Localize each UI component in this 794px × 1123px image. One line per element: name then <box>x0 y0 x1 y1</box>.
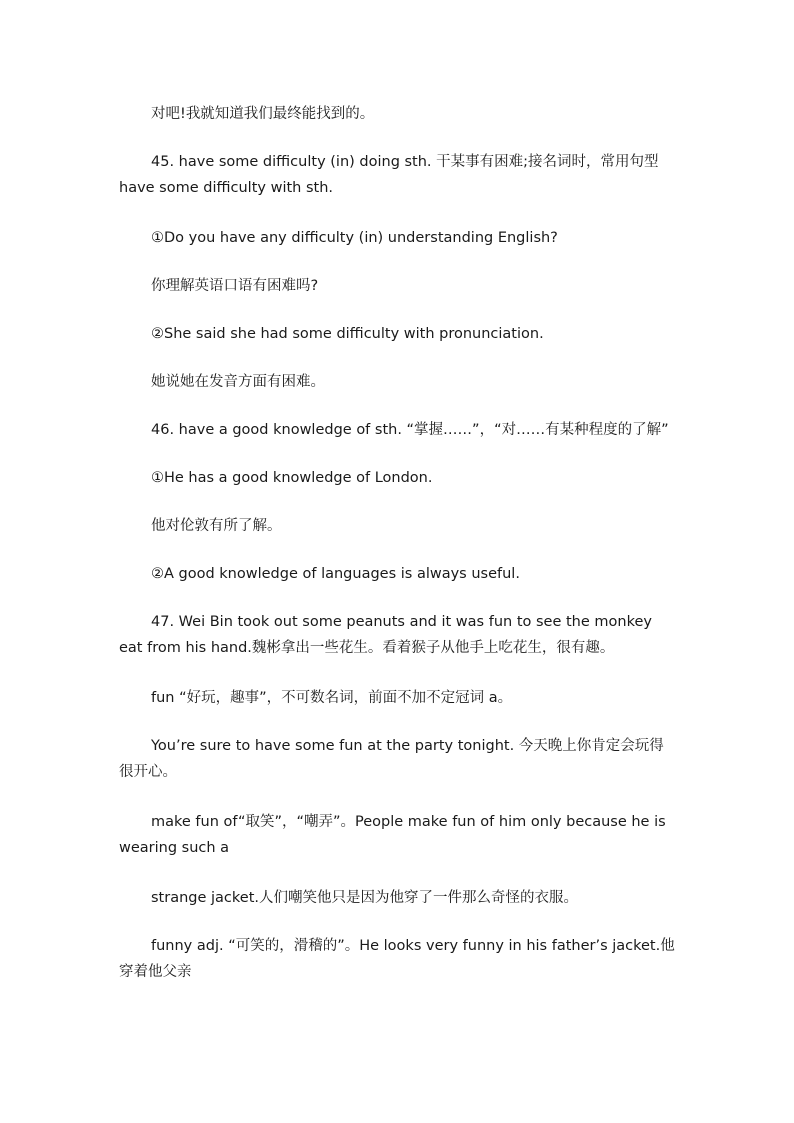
paragraph-example-45-1: ①Do you have any difficulty (in) understanding English? <box>151 230 558 246</box>
paragraph-example-45-2: ②She said she had some difficulty with pronunciation. <box>151 326 544 342</box>
paragraph-translation-45-1: 你理解英语口语有困难吗? <box>151 278 319 294</box>
paragraph-fun-example: You’re sure to have some fun at the party tonight. 今天晚上你肯定会玩得很开心。 <box>119 738 664 780</box>
paragraph-item-47: 47. Wei Bin took out some peanuts and it was fun to see the monkey eat from his hand.魏彬拿出一些花生。看着猴子从他手上吃花生，很有趣。 <box>119 614 652 656</box>
paragraph-translation-45-2: 她说她在发音方面有困难。 <box>151 374 325 390</box>
paragraph-example-46-2: ②A good knowledge of languages is always useful. <box>151 566 520 582</box>
paragraph-example-46-1: ①He has a good knowledge of London. <box>151 470 433 486</box>
paragraph-make-fun-of: make fun of“取笑”，“嘲弄”。People make fun of him only because he is wearing such a <box>119 814 666 856</box>
paragraph-1: 对吧!我就知道我们最终能找到的。 <box>151 106 375 122</box>
paragraph-make-fun-of-cont: strange jacket.人们嘲笑他只是因为他穿了一件那么奇怪的衣服。 <box>151 890 578 906</box>
paragraph-funny: funny adj. “可笑的，滑稽的”。He looks very funny in his father’s jacket.他穿着他父亲 <box>119 938 675 980</box>
paragraph-translation-46-1: 他对伦敦有所了解。 <box>151 518 282 534</box>
paragraph-item-46: 46. have a good knowledge of sth. “掌握……”，“对……有某种程度的了解” <box>151 422 669 438</box>
paragraph-item-45: 45. have some difficulty (in) doing sth. 干某事有困难;接名词时，常用句型 have some difficulty with sth. <box>119 154 659 196</box>
paragraph-fun-note: fun “好玩，趣事”，不可数名词，前面不加不定冠词 a。 <box>151 690 513 706</box>
